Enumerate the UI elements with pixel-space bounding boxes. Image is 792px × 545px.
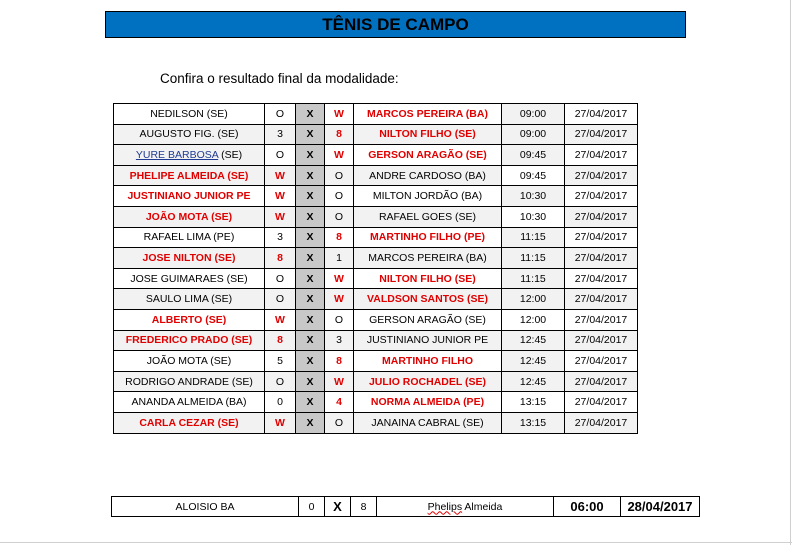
score-2-cell[interactable]: O bbox=[325, 206, 354, 227]
match-row bbox=[114, 186, 638, 207]
score-2-cell[interactable]: 1 bbox=[325, 248, 354, 269]
match-row bbox=[114, 289, 638, 310]
player-1-cell[interactable] bbox=[114, 145, 265, 166]
match-row bbox=[114, 104, 638, 125]
score-1-cell[interactable]: O bbox=[265, 268, 296, 289]
score-2-cell[interactable]: W bbox=[325, 371, 354, 392]
score-1-cell[interactable]: W bbox=[265, 206, 296, 227]
score-2-cell[interactable]: W bbox=[325, 104, 354, 125]
score-2-cell[interactable]: 8 bbox=[325, 227, 354, 248]
player-2-cell[interactable]: VALDSON SANTOS (SE) bbox=[354, 289, 502, 310]
time-cell[interactable]: 13:15 bbox=[502, 392, 565, 413]
player-2-cell[interactable]: JULIO ROCHADEL (SE) bbox=[354, 371, 502, 392]
time-cell[interactable]: 09:45 bbox=[502, 145, 565, 166]
versus-cell[interactable]: X bbox=[296, 309, 325, 330]
score-2-cell[interactable]: 8 bbox=[325, 124, 354, 145]
player-1-state: (SE) bbox=[218, 148, 243, 161]
time-cell[interactable]: 12:00 bbox=[502, 289, 565, 310]
score-2-cell[interactable]: 8 bbox=[351, 497, 377, 517]
player-2-cell[interactable]: NILTON FILHO (SE) bbox=[354, 124, 502, 145]
match-row bbox=[114, 145, 638, 166]
match-row bbox=[114, 268, 638, 289]
results-table bbox=[113, 103, 638, 434]
versus-cell[interactable]: X bbox=[296, 124, 325, 145]
player-1-name: YURE BARBOSA bbox=[135, 148, 219, 161]
score-1-cell[interactable]: 0 bbox=[299, 497, 325, 517]
time-cell[interactable]: 11:15 bbox=[502, 268, 565, 289]
subtitle: Confira o resultado final da modalidade: bbox=[160, 71, 399, 86]
player-1-cell[interactable]: JOÃO MOTA (SE) bbox=[114, 206, 265, 227]
player-1-cell[interactable]: AUGUSTO FIG. (SE) bbox=[114, 124, 265, 145]
time-cell[interactable]: 09:00 bbox=[502, 104, 565, 125]
date-cell[interactable]: 27/04/2017 bbox=[565, 371, 638, 392]
match-row bbox=[114, 206, 638, 227]
score-1-cell[interactable]: 0 bbox=[265, 392, 296, 413]
date-cell[interactable]: 27/04/2017 bbox=[565, 124, 638, 145]
score-1-cell[interactable]: W bbox=[265, 309, 296, 330]
time-cell[interactable]: 06:00 bbox=[554, 497, 621, 517]
player-2-cell[interactable]: JANAINA CABRAL (SE) bbox=[354, 412, 502, 433]
match-row bbox=[114, 248, 638, 269]
match-row bbox=[114, 392, 638, 413]
date-cell[interactable]: 27/04/2017 bbox=[565, 165, 638, 186]
versus-cell[interactable]: X bbox=[296, 104, 325, 125]
match-row bbox=[114, 309, 638, 330]
score-1-cell[interactable]: W bbox=[265, 165, 296, 186]
score-1-cell[interactable]: W bbox=[265, 186, 296, 207]
date-cell[interactable]: 27/04/2017 bbox=[565, 309, 638, 330]
match-row bbox=[114, 412, 638, 433]
date-cell[interactable]: 27/04/2017 bbox=[565, 248, 638, 269]
date-cell[interactable]: 28/04/2017 bbox=[621, 497, 700, 517]
player-1-cell[interactable]: RAFAEL LIMA (PE) bbox=[114, 227, 265, 248]
match-row bbox=[114, 227, 638, 248]
player-1-cell[interactable]: NEDILSON (SE) bbox=[114, 104, 265, 125]
time-cell[interactable]: 12:45 bbox=[502, 330, 565, 351]
player-1-cell[interactable]: SAULO LIMA (SE) bbox=[114, 289, 265, 310]
versus-cell[interactable]: X bbox=[296, 412, 325, 433]
score-1-cell[interactable]: O bbox=[265, 371, 296, 392]
player-2-cell[interactable]: NILTON FILHO (SE) bbox=[354, 268, 502, 289]
extra-match-row bbox=[112, 497, 700, 517]
score-2-cell[interactable]: O bbox=[325, 309, 354, 330]
match-row bbox=[114, 351, 638, 372]
score-2-cell[interactable]: 4 bbox=[325, 392, 354, 413]
player-1-cell[interactable]: PHELIPE ALMEIDA (SE) bbox=[114, 165, 265, 186]
score-1-cell[interactable]: 5 bbox=[265, 351, 296, 372]
time-cell[interactable]: 12:45 bbox=[502, 371, 565, 392]
score-1-cell[interactable]: 8 bbox=[265, 330, 296, 351]
versus-cell[interactable]: X bbox=[296, 206, 325, 227]
score-2-cell[interactable]: O bbox=[325, 186, 354, 207]
player-1-cell[interactable]: JOÃO MOTA (SE) bbox=[114, 351, 265, 372]
date-cell[interactable]: 27/04/2017 bbox=[565, 268, 638, 289]
date-cell[interactable]: 27/04/2017 bbox=[565, 186, 638, 207]
player-2-rest: Almeida bbox=[462, 500, 503, 513]
player-1-cell[interactable]: ANANDA ALMEIDA (BA) bbox=[114, 392, 265, 413]
player-2-cell[interactable]: MARCOS PEREIRA (BA) bbox=[354, 104, 502, 125]
player-2-first: Phelips bbox=[427, 500, 463, 513]
versus-cell[interactable]: X bbox=[296, 268, 325, 289]
score-2-cell[interactable]: 3 bbox=[325, 330, 354, 351]
score-1-cell[interactable]: O bbox=[265, 145, 296, 166]
score-1-cell[interactable]: W bbox=[265, 412, 296, 433]
sheet-bottom-border bbox=[0, 542, 792, 543]
time-cell[interactable]: 10:30 bbox=[502, 186, 565, 207]
time-cell[interactable]: 10:30 bbox=[502, 206, 565, 227]
score-1-cell[interactable]: 3 bbox=[265, 124, 296, 145]
score-2-cell[interactable]: O bbox=[325, 165, 354, 186]
date-cell[interactable]: 27/04/2017 bbox=[565, 351, 638, 372]
versus-cell[interactable]: X bbox=[296, 227, 325, 248]
player-2-cell[interactable]: GERSON ARAGÃO (SE) bbox=[354, 145, 502, 166]
date-cell[interactable]: 27/04/2017 bbox=[565, 412, 638, 433]
player-1-cell[interactable]: ALOISIO BA bbox=[112, 497, 299, 517]
versus-cell[interactable]: X bbox=[296, 392, 325, 413]
score-2-cell[interactable]: W bbox=[325, 289, 354, 310]
player-2-cell[interactable]: JUSTINIANO JUNIOR PE bbox=[354, 330, 502, 351]
date-cell[interactable]: 27/04/2017 bbox=[565, 227, 638, 248]
match-row bbox=[114, 371, 638, 392]
player-2-cell[interactable] bbox=[377, 497, 554, 517]
versus-cell[interactable]: X bbox=[296, 145, 325, 166]
score-1-cell[interactable]: O bbox=[265, 289, 296, 310]
player-2-cell[interactable]: MILTON JORDÃO (BA) bbox=[354, 186, 502, 207]
player-2-cell[interactable]: RAFAEL GOES (SE) bbox=[354, 206, 502, 227]
date-cell[interactable]: 27/04/2017 bbox=[565, 289, 638, 310]
match-row bbox=[114, 165, 638, 186]
time-cell[interactable]: 12:45 bbox=[502, 351, 565, 372]
time-cell[interactable]: 09:45 bbox=[502, 165, 565, 186]
versus-cell[interactable]: X bbox=[296, 248, 325, 269]
score-2-cell[interactable]: W bbox=[325, 268, 354, 289]
versus-cell[interactable]: X bbox=[296, 330, 325, 351]
score-1-cell[interactable]: 8 bbox=[265, 248, 296, 269]
page-title: TÊNIS DE CAMPO bbox=[105, 11, 686, 38]
date-cell[interactable]: 27/04/2017 bbox=[565, 330, 638, 351]
player-2-cell[interactable]: GERSON ARAGÃO (SE) bbox=[354, 309, 502, 330]
versus-cell[interactable]: X bbox=[325, 497, 351, 517]
match-row bbox=[114, 330, 638, 351]
score-1-cell[interactable]: 3 bbox=[265, 227, 296, 248]
versus-cell[interactable]: X bbox=[296, 351, 325, 372]
player-1-cell[interactable]: RODRIGO ANDRADE (SE) bbox=[114, 371, 265, 392]
time-cell[interactable]: 12:00 bbox=[502, 309, 565, 330]
score-1-cell[interactable]: O bbox=[265, 104, 296, 125]
player-1-cell[interactable]: JOSE NILTON (SE) bbox=[114, 248, 265, 269]
player-2-cell[interactable]: MARTINHO FILHO bbox=[354, 351, 502, 372]
date-cell[interactable]: 27/04/2017 bbox=[565, 145, 638, 166]
player-1-cell[interactable]: FREDERICO PRADO (SE) bbox=[114, 330, 265, 351]
time-cell[interactable]: 13:15 bbox=[502, 412, 565, 433]
time-cell[interactable]: 11:15 bbox=[502, 227, 565, 248]
versus-cell[interactable]: X bbox=[296, 289, 325, 310]
versus-cell[interactable]: X bbox=[296, 371, 325, 392]
player-2-cell[interactable]: NORMA ALMEIDA (PE) bbox=[354, 392, 502, 413]
player-1-cell[interactable]: JUSTINIANO JUNIOR PE bbox=[114, 186, 265, 207]
player-2-cell[interactable]: MARTINHO FILHO (PE) bbox=[354, 227, 502, 248]
versus-cell[interactable]: X bbox=[296, 165, 325, 186]
player-2-cell[interactable]: ANDRE CARDOSO (BA) bbox=[354, 165, 502, 186]
time-cell[interactable]: 09:00 bbox=[502, 124, 565, 145]
player-2-cell[interactable]: MARCOS PEREIRA (BA) bbox=[354, 248, 502, 269]
score-2-cell[interactable]: 8 bbox=[325, 351, 354, 372]
versus-cell[interactable]: X bbox=[296, 186, 325, 207]
date-cell[interactable]: 27/04/2017 bbox=[565, 104, 638, 125]
date-cell[interactable]: 27/04/2017 bbox=[565, 206, 638, 227]
score-2-cell[interactable]: O bbox=[325, 412, 354, 433]
player-1-cell[interactable]: ALBERTO (SE) bbox=[114, 309, 265, 330]
match-row bbox=[114, 124, 638, 145]
player-1-cell[interactable]: CARLA CEZAR (SE) bbox=[114, 412, 265, 433]
extra-match-table bbox=[111, 496, 700, 517]
time-cell[interactable]: 11:15 bbox=[502, 248, 565, 269]
date-cell[interactable]: 27/04/2017 bbox=[565, 392, 638, 413]
sheet-right-border bbox=[790, 0, 791, 545]
player-1-cell[interactable]: JOSE GUIMARAES (SE) bbox=[114, 268, 265, 289]
score-2-cell[interactable]: W bbox=[325, 145, 354, 166]
